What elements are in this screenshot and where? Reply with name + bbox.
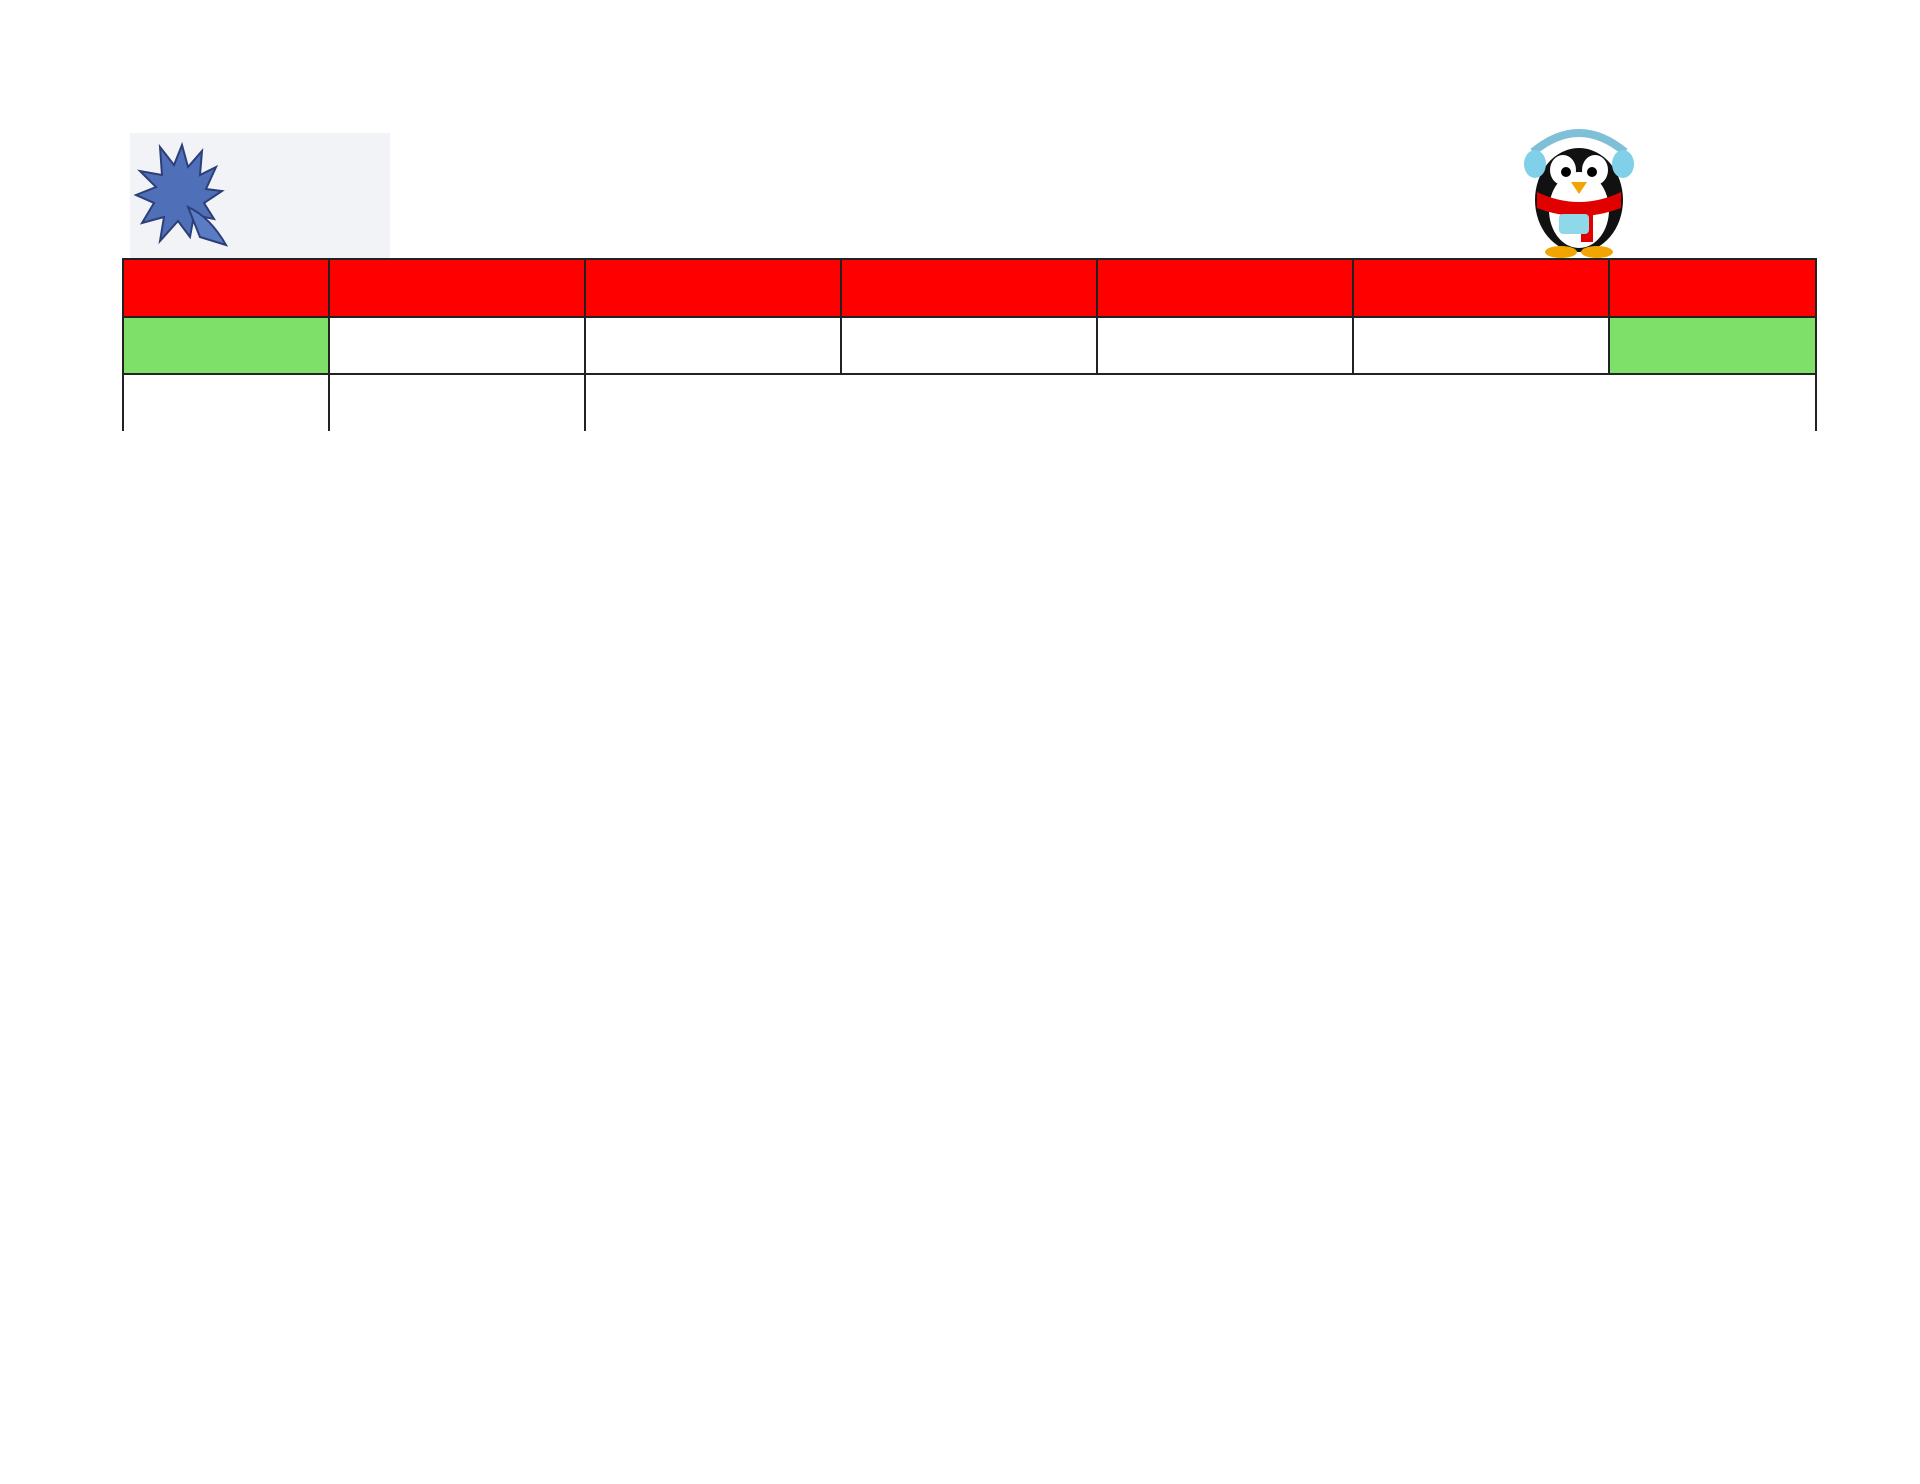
alternates-row xyxy=(123,317,1816,374)
weekday-header-row xyxy=(123,259,1816,317)
alternates-label-cell xyxy=(123,317,329,374)
weekday-header xyxy=(1609,259,1816,317)
alternates-cell xyxy=(1353,317,1609,374)
reminders-empty-cell xyxy=(329,374,585,431)
weekday-header xyxy=(1353,259,1609,317)
alternates-cell xyxy=(841,317,1097,374)
reminders-row xyxy=(123,374,1816,431)
weekday-header xyxy=(329,259,585,317)
weekday-header xyxy=(1097,259,1353,317)
weekday-header xyxy=(123,259,329,317)
penguin-icon xyxy=(1523,128,1635,260)
alternates-cell xyxy=(585,317,841,374)
reminders-cell xyxy=(585,374,1816,431)
alternates-cell xyxy=(1609,317,1816,374)
weekday-header xyxy=(841,259,1097,317)
alternates-cell xyxy=(329,317,585,374)
weekday-header xyxy=(585,259,841,317)
alternates-cell xyxy=(1097,317,1353,374)
eagle-icon xyxy=(130,137,240,255)
school-logo xyxy=(130,133,390,258)
calendar-grid xyxy=(122,258,1817,431)
reminders-empty-cell xyxy=(123,374,329,431)
